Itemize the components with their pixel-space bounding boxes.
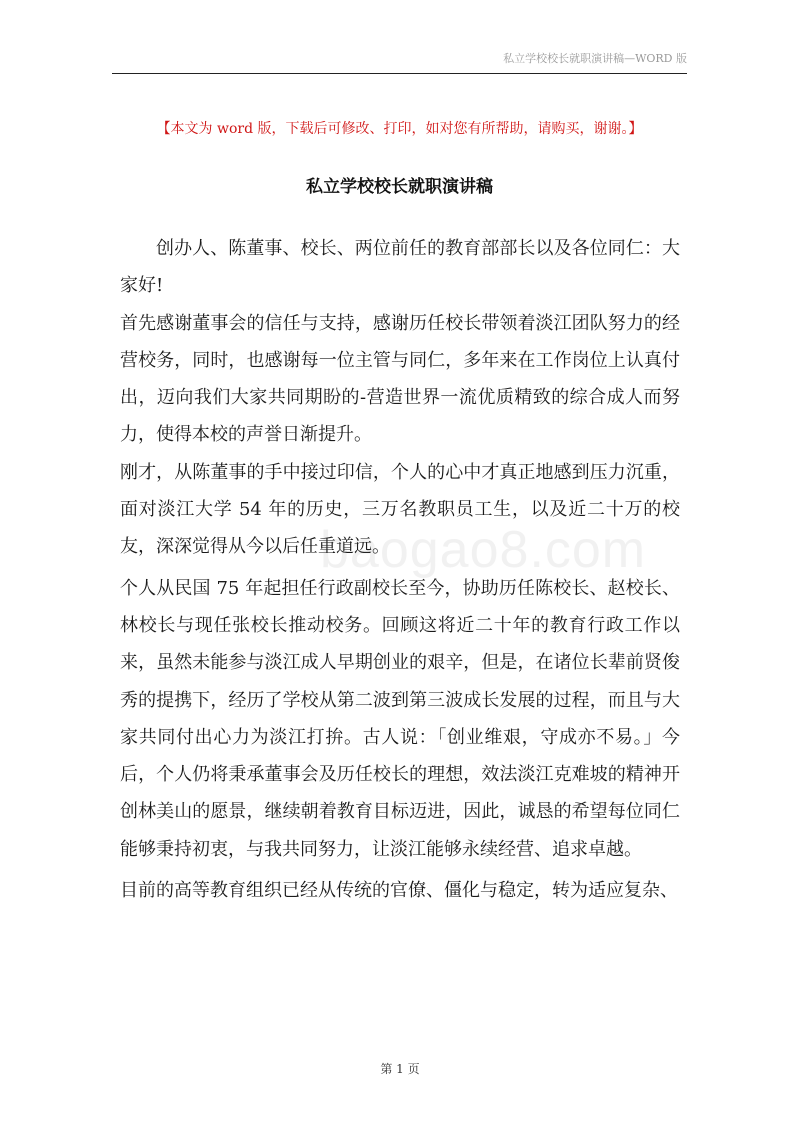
paragraph-seal: 刚才，从陈董事的手中接过印信，个人的心中才真正地感到压力沉重，面对淡江大学 54 年的历史，三万名教职员工生，以及近二十万的校友，深深觉得从今以后任重道远。	[120, 461, 680, 558]
paragraph-greeting: 创办人、陈董事、校长、两位前任的教育部部长以及各位同仁：大家好!	[120, 238, 680, 297]
header-divider	[112, 73, 687, 74]
watermark: baogao8.com	[320, 521, 647, 579]
document-title: 私立学校校长就职演讲稿	[306, 177, 493, 197]
paragraph-history: 个人从民国 75 年起担任行政副校长至今，协助历任陈校长、赵校长、林校长与现任张校长推动校务。回顾这将近二十年的教育行政工作以来，虽然未能参与淡江成人早期创业的艰辛，但是，在诸位长辈前贤俊秀的提携下，经历了学校从第二波到第三波成长发展的过程，而且与大家共同付出心力为淡江打拚。古人说：「创业维艰，守成亦不易。」今后，个人仍将秉承董事会及历任校长的理想，效法淡江克难坡的精神开创林美山的愿景，继续朝着教育目标迈进，因此，诚恳的希望每位同仁能够秉持初衷，与我共同努力，让淡江能够永续经营、追求卓越。	[120, 577, 680, 860]
paragraph-education: 目前的高等教育组织已经从传统的官僚、僵化与稳定，转为适应复杂、	[120, 880, 678, 902]
paragraph-thanks: 首先感谢董事会的信任与支持，感谢历任校长带领着淡江团队努力的经营校务，同时，也感谢每一位主管与同仁，多年来在工作岗位上认真付出，迈向我们大家共同期盼的-营造世界一流优质精致的综合成人而努力，使得本校的声誉日渐提升。	[120, 312, 680, 446]
document-body	[120, 230, 680, 909]
download-notice: 【本文为 word 版，下载后可修改、打印，如对您有所帮助，请购买，谢谢。】	[156, 121, 643, 137]
page-number: 第 1 页	[380, 1062, 420, 1076]
running-header: 私立学校校长就职演讲稿—WORD 版	[503, 52, 687, 65]
